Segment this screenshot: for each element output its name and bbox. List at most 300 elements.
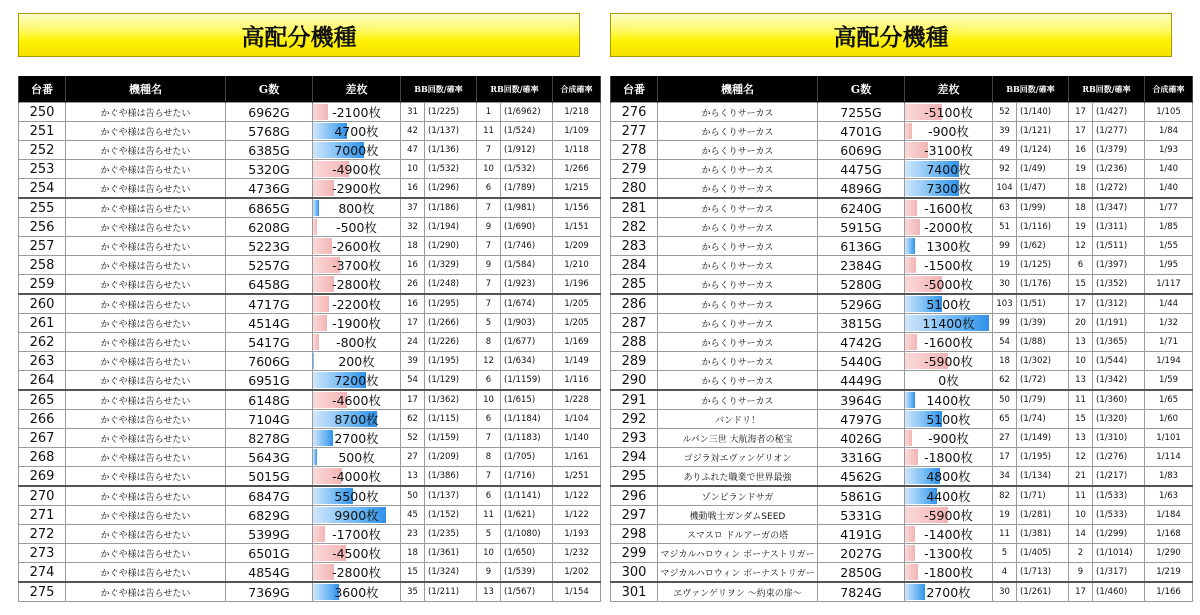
rb-count-cell: 13 [1069,429,1093,448]
diff-cell [905,333,993,352]
bb-rate-cell: (1/361) [425,544,477,563]
machine-no-cell: 277 [611,122,658,141]
diff-value: -1600枚 [924,335,973,350]
table-row [611,179,1193,199]
games-cell: 5015G [226,467,313,487]
machine-no-cell: 269 [19,467,66,487]
bb-count-cell: 37 [401,198,425,218]
table-row [611,486,1193,506]
rb-rate-cell: (1/427) [1093,103,1145,122]
machine-name-cell: からくりサーカス [658,314,818,333]
bb-count-cell: 65 [993,410,1017,429]
rb-rate-cell: (1/690) [501,218,553,237]
diff-cell [313,179,401,199]
games-cell: 3815G [818,314,905,333]
machine-name-cell: かぐや様は告らせたい [66,448,226,467]
table-row [611,333,1193,352]
total-rate-cell: 1/105 [1145,103,1193,122]
machine-name-cell: からくりサーカス [658,333,818,352]
machine-no-cell: 263 [19,352,66,371]
total-rate-cell: 1/156 [553,198,601,218]
diff-bar [905,545,915,561]
games-cell: 5257G [226,256,313,275]
rb-rate-cell: (1/1183) [501,429,553,448]
machine-no-cell: 275 [19,582,66,602]
games-cell: 6136G [818,237,905,256]
games-cell: 5280G [818,275,905,295]
total-rate-cell: 1/149 [553,352,601,371]
total-rate-cell: 1/219 [1145,563,1193,583]
bb-rate-cell: (1/362) [425,390,477,410]
diff-cell [313,122,401,141]
diff-cell [313,467,401,487]
bb-count-cell: 63 [993,198,1017,218]
table-row [19,122,601,141]
machine-no-cell: 298 [611,525,658,544]
total-rate-cell: 1/77 [1145,198,1193,218]
diff-cell [313,544,401,563]
bb-count-cell: 104 [993,179,1017,199]
rb-rate-cell: (1/539) [501,563,553,583]
rb-count-cell: 11 [1069,486,1093,506]
table-row [19,179,601,199]
diff-bar [905,123,912,139]
bb-rate-cell: (1/136) [425,141,477,160]
diff-value: -1600枚 [924,201,973,216]
table-row [611,314,1193,333]
games-cell: 4736G [226,179,313,199]
diff-cell [905,218,993,237]
games-cell: 2027G [818,544,905,563]
diff-value: 5100枚 [926,297,971,312]
rb-rate-cell: (1/310) [1093,429,1145,448]
machine-no-cell: 286 [611,294,658,314]
rb-rate-cell: (1/352) [1093,275,1145,295]
machine-no-cell: 257 [19,237,66,256]
games-cell: 5861G [818,486,905,506]
diff-cell [313,506,401,525]
machine-no-cell: 296 [611,486,658,506]
rb-count-cell: 5 [477,525,501,544]
machine-no-cell: 291 [611,390,658,410]
bb-rate-cell: (1/124) [1017,141,1069,160]
machine-no-cell: 264 [19,371,66,391]
machine-name-cell: からくりサーカス [658,198,818,218]
bb-rate-cell: (1/79) [1017,390,1069,410]
machine-name-cell: スマスロ ドルアーガの塔 [658,525,818,544]
bb-count-cell: 51 [993,218,1017,237]
machine-no-cell: 250 [19,103,66,122]
games-cell: 7606G [226,352,313,371]
total-rate-cell: 1/44 [1145,294,1193,314]
rb-rate-cell: (1/544) [1093,352,1145,371]
bb-count-cell: 27 [993,429,1017,448]
machine-name-cell: かぐや様は告らせたい [66,390,226,410]
table-row [19,410,601,429]
diff-cell [905,141,993,160]
diff-value: -3100枚 [924,143,973,158]
games-cell: 5399G [226,525,313,544]
bb-rate-cell: (1/296) [425,179,477,199]
bb-rate-cell: (1/116) [1017,218,1069,237]
rb-rate-cell: (1/272) [1093,179,1145,199]
bb-rate-cell: (1/99) [1017,198,1069,218]
left-panel [18,0,600,615]
diff-value: 5100枚 [926,412,971,427]
machine-no-cell: 279 [611,160,658,179]
bb-rate-cell: (1/302) [1017,352,1069,371]
machine-name-cell: かぐや様は告らせたい [66,371,226,391]
total-rate-cell: 1/218 [553,103,601,122]
machine-name-cell: からくりサーカス [658,390,818,410]
total-rate-cell: 1/140 [553,429,601,448]
rb-rate-cell: (1/320) [1093,410,1145,429]
bb-count-cell: 92 [993,160,1017,179]
bb-rate-cell: (1/405) [1017,544,1069,563]
bb-count-cell: 13 [401,467,425,487]
games-cell: 4475G [818,160,905,179]
diff-cell [313,275,401,295]
rb-count-cell: 7 [477,275,501,295]
bb-count-cell: 4 [993,563,1017,583]
machine-no-cell: 283 [611,237,658,256]
rb-count-cell: 19 [1069,218,1093,237]
diff-bar [905,200,917,216]
table-row [19,275,601,295]
rb-count-cell: 17 [1069,122,1093,141]
machine-name-cell: マジカルハロウィン ボーナストリガー [658,544,818,563]
diff-value: 2700枚 [334,431,379,446]
rb-count-cell: 17 [1069,294,1093,314]
machine-no-cell: 293 [611,429,658,448]
machine-name-cell: かぐや様は告らせたい [66,218,226,237]
table-row [19,467,601,487]
table-row [611,563,1193,583]
diff-cell [905,352,993,371]
machine-name-cell: かぐや様は告らせたい [66,179,226,199]
table-row [611,525,1193,544]
diff-bar [905,584,925,600]
diff-cell [313,160,401,179]
table-row [19,563,601,583]
table-row [19,198,601,218]
rb-count-cell: 10 [1069,506,1093,525]
machine-no-cell: 256 [19,218,66,237]
machine-name-cell: かぐや様は告らせたい [66,122,226,141]
diff-cell [905,544,993,563]
games-cell: 4449G [818,371,905,391]
diff-value: -2200枚 [332,297,381,312]
bb-count-cell: 103 [993,294,1017,314]
bb-rate-cell: (1/235) [425,525,477,544]
games-cell: 6240G [818,198,905,218]
machine-no-cell: 287 [611,314,658,333]
bb-rate-cell: (1/186) [425,198,477,218]
diff-cell [905,582,993,602]
rb-count-cell: 18 [1069,198,1093,218]
bb-count-cell: 30 [993,582,1017,602]
table-row [19,486,601,506]
rb-rate-cell: (1/923) [501,275,553,295]
total-rate-cell: 1/290 [1145,544,1193,563]
machine-name-cell: かぐや様は告らせたい [66,256,226,275]
machine-no-cell: 270 [19,486,66,506]
rb-rate-cell: (1/236) [1093,160,1145,179]
col-header-rb: RB回数/確率 [477,76,553,103]
machine-name-cell: かぐや様は告らせたい [66,410,226,429]
total-rate-cell: 1/205 [553,294,601,314]
diff-value: -5900枚 [924,354,973,369]
diff-value: -1800枚 [924,565,973,580]
machine-no-cell: 300 [611,563,658,583]
rb-rate-cell: (1/317) [1093,563,1145,583]
machine-no-cell: 251 [19,122,66,141]
diff-cell [905,294,993,314]
machine-name-cell: からくりサーカス [658,371,818,391]
diff-cell [313,352,401,371]
machine-no-cell: 255 [19,198,66,218]
table-row [611,582,1193,602]
diff-value: -900枚 [928,124,969,139]
diff-cell [313,256,401,275]
games-cell: 4514G [226,314,313,333]
bb-rate-cell: (1/51) [1017,294,1069,314]
rb-rate-cell: (1/584) [501,256,553,275]
rb-rate-cell: (1/621) [501,506,553,525]
rb-rate-cell: (1/342) [1093,371,1145,391]
rb-rate-cell: (1/277) [1093,122,1145,141]
table-row [611,198,1193,218]
rb-count-cell: 17 [1069,582,1093,602]
rb-count-cell: 8 [477,333,501,352]
diff-bar [905,526,915,542]
games-cell: 5417G [226,333,313,352]
table-row [19,314,601,333]
total-rate-cell: 1/210 [553,256,601,275]
diff-bar [313,315,327,331]
machine-no-cell: 278 [611,141,658,160]
games-cell: 8278G [226,429,313,448]
machine-name-cell: からくりサーカス [658,179,818,199]
machine-no-cell: 259 [19,275,66,295]
rb-rate-cell: (1/1141) [501,486,553,506]
machine-name-cell: ゴジラ対エヴァンゲリオン [658,448,818,467]
total-rate-cell: 1/202 [553,563,601,583]
games-cell: 6208G [226,218,313,237]
diff-cell [313,218,401,237]
bb-count-cell: 23 [401,525,425,544]
bb-rate-cell: (1/226) [425,333,477,352]
diff-cell [905,371,993,391]
machine-no-cell: 285 [611,275,658,295]
table-row [611,448,1193,467]
bb-count-cell: 35 [401,582,425,602]
bb-count-cell: 19 [993,256,1017,275]
rb-rate-cell: (1/650) [501,544,553,563]
rb-count-cell: 12 [1069,448,1093,467]
machine-no-cell: 284 [611,256,658,275]
bb-count-cell: 16 [401,256,425,275]
machine-no-cell: 273 [19,544,66,563]
machine-no-cell: 260 [19,294,66,314]
col-header-games: G数 [818,76,905,103]
bb-count-cell: 19 [993,506,1017,525]
bb-rate-cell: (1/195) [425,352,477,371]
slot-data-table [610,76,1193,602]
diff-cell [905,429,993,448]
rb-count-cell: 10 [1069,352,1093,371]
table-row [611,103,1193,122]
machine-no-cell: 301 [611,582,658,602]
bb-rate-cell: (1/152) [425,506,477,525]
bb-rate-cell: (1/532) [425,160,477,179]
col-header-total-rate: 合成確率 [1145,76,1193,103]
games-cell: 5643G [226,448,313,467]
diff-value: -5900枚 [924,508,973,523]
games-cell: 4701G [818,122,905,141]
bb-count-cell: 30 [993,275,1017,295]
diff-value: 5500枚 [334,489,379,504]
bb-rate-cell: (1/386) [425,467,477,487]
table-row [19,141,601,160]
diff-bar [905,430,912,446]
rb-count-cell: 6 [477,410,501,429]
table-row [611,141,1193,160]
games-cell: 5768G [226,122,313,141]
rb-count-cell: 12 [1069,237,1093,256]
bb-count-cell: 39 [401,352,425,371]
rb-count-cell: 7 [477,141,501,160]
machine-name-cell: かぐや様は告らせたい [66,563,226,583]
total-rate-cell: 1/63 [1145,486,1193,506]
rb-count-cell: 11 [1069,390,1093,410]
games-cell: 4717G [226,294,313,314]
bb-rate-cell: (1/211) [425,582,477,602]
rb-rate-cell: (1/460) [1093,582,1145,602]
table-row [611,294,1193,314]
rb-rate-cell: (1/533) [1093,486,1145,506]
rb-rate-cell: (1/615) [501,390,553,410]
total-rate-cell: 1/184 [1145,506,1193,525]
machine-no-cell: 276 [611,103,658,122]
total-rate-cell: 1/65 [1145,390,1193,410]
table-row [611,410,1193,429]
rb-count-cell: 15 [1069,410,1093,429]
bb-rate-cell: (1/159) [425,429,477,448]
rb-count-cell: 7 [477,237,501,256]
bb-rate-cell: (1/74) [1017,410,1069,429]
bb-rate-cell: (1/149) [1017,429,1069,448]
games-cell: 2850G [818,563,905,583]
rb-rate-cell: (1/533) [1093,506,1145,525]
bb-rate-cell: (1/176) [1017,275,1069,295]
bb-rate-cell: (1/324) [425,563,477,583]
diff-value: 1400枚 [926,393,971,408]
rb-count-cell: 14 [1069,525,1093,544]
diff-cell [905,198,993,218]
rb-count-cell: 9 [477,256,501,275]
diff-cell [905,314,993,333]
games-cell: 5331G [818,506,905,525]
diff-value: -4000枚 [332,469,381,484]
total-rate-cell: 1/59 [1145,371,1193,391]
bb-count-cell: 42 [401,122,425,141]
diff-value: -800枚 [336,335,377,350]
total-rate-cell: 1/228 [553,390,601,410]
diff-cell [313,448,401,467]
machine-no-cell: 281 [611,198,658,218]
machine-name-cell: からくりサーカス [658,218,818,237]
games-cell: 7824G [818,582,905,602]
bb-count-cell: 16 [401,179,425,199]
games-cell: 5915G [818,218,905,237]
col-header-diff: 差枚 [905,76,993,103]
rb-count-cell: 7 [477,294,501,314]
bb-count-cell: 50 [993,390,1017,410]
bb-count-cell: 39 [993,122,1017,141]
games-cell: 4026G [818,429,905,448]
col-header-machine-no: 台番 [611,76,658,103]
rb-rate-cell: (1/705) [501,448,553,467]
table-row [19,256,601,275]
games-cell: 6501G [226,544,313,563]
diff-value: 800枚 [338,201,375,216]
diff-value: 0枚 [938,373,959,388]
games-cell: 4562G [818,467,905,487]
rb-count-cell: 12 [477,352,501,371]
bb-count-cell: 18 [401,544,425,563]
table-row [19,544,601,563]
diff-cell [313,525,401,544]
total-rate-cell: 1/93 [1145,141,1193,160]
games-cell: 4191G [818,525,905,544]
machine-name-cell: かぐや様は告らせたい [66,582,226,602]
bb-count-cell: 11 [993,525,1017,544]
bb-rate-cell: (1/62) [1017,237,1069,256]
bb-rate-cell: (1/115) [425,410,477,429]
machine-name-cell: ありふれた職業で世界最強 [658,467,818,487]
rb-rate-cell: (1/746) [501,237,553,256]
total-rate-cell: 1/161 [553,448,601,467]
col-header-machine-name: 機種名 [66,76,226,103]
table-row [19,352,601,371]
total-rate-cell: 1/209 [553,237,601,256]
total-rate-cell: 1/215 [553,179,601,199]
diff-value: 3600枚 [334,585,379,600]
machine-no-cell: 297 [611,506,658,525]
rb-count-cell: 9 [1069,563,1093,583]
diff-bar [313,430,333,446]
rb-count-cell: 9 [477,563,501,583]
diff-cell [905,256,993,275]
machine-no-cell: 258 [19,256,66,275]
table-row [19,333,601,352]
rb-count-cell: 2 [1069,544,1093,563]
bb-count-cell: 26 [401,275,425,295]
machine-name-cell: からくりサーカス [658,237,818,256]
table-row [611,218,1193,237]
bb-count-cell: 18 [401,237,425,256]
table-row [611,544,1193,563]
diff-cell [905,122,993,141]
rb-rate-cell: (1/981) [501,198,553,218]
machine-no-cell: 266 [19,410,66,429]
games-cell: 2384G [818,256,905,275]
total-rate-cell: 1/196 [553,275,601,295]
games-cell: 6385G [226,141,313,160]
diff-bar [313,238,332,254]
rb-rate-cell: (1/217) [1093,467,1145,487]
